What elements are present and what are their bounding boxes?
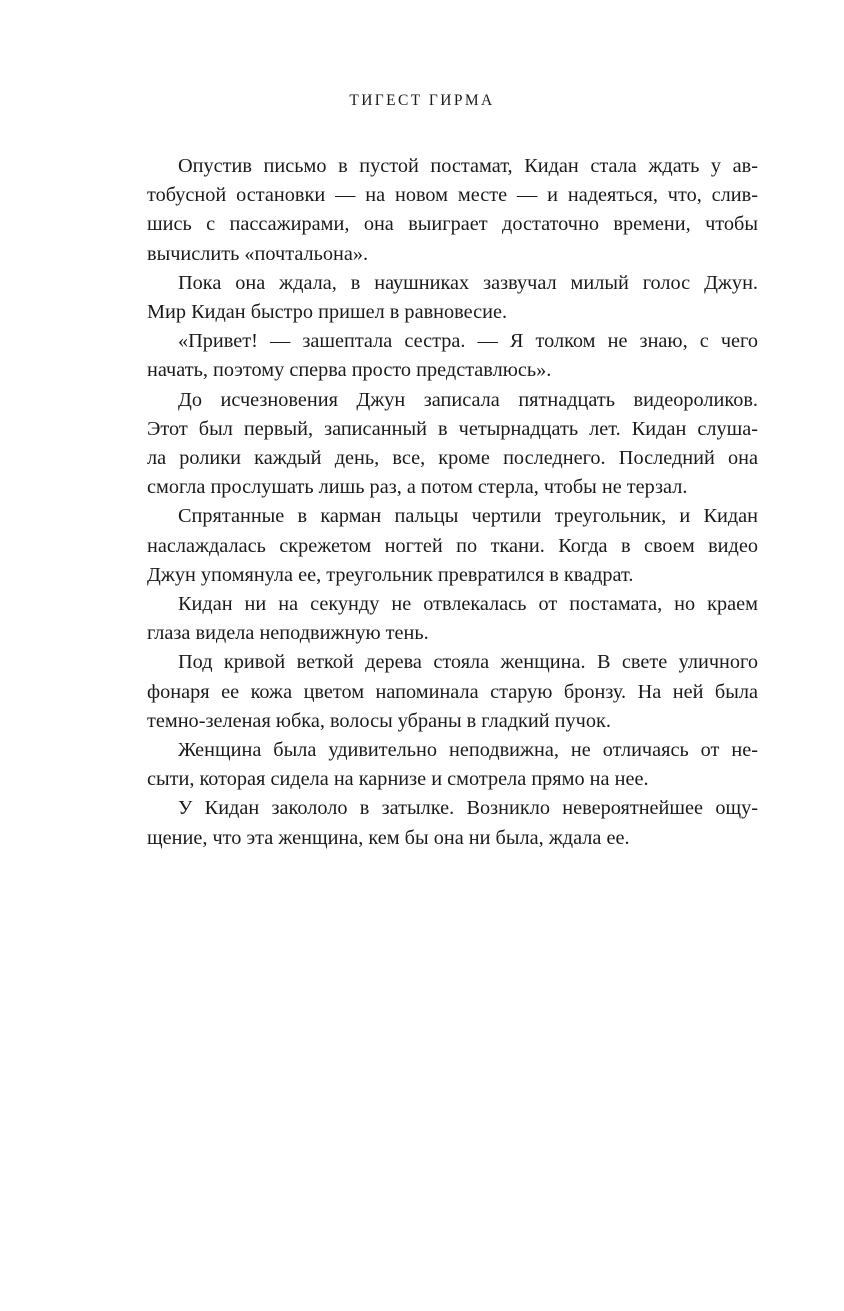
text-line: ла ролики каждый день, все, кроме последнего. Последний она: [147, 447, 758, 470]
text-line: тобусной остановки — на новом месте — и надеяться, что, слив-: [147, 184, 758, 207]
text-line: смогла прослушать лишь раз, а потом стерла, чтобы не терзал.: [147, 476, 688, 499]
text-line: темно-зеленая юбка, волосы убраны в гладкий пучок.: [147, 709, 611, 732]
paragraph: [147, 327, 758, 385]
text-line: Женщина была удивительно неподвижна, не отличаясь от не-: [178, 739, 758, 762]
text-line: Пока она ждала, в наушниках зазвучал милый голос Джун.: [178, 271, 758, 294]
text-line: Джун упомянула ее, треугольник превратился в квадрат.: [147, 563, 634, 586]
text-line: Этот был первый, записанный в четырнадцать лет. Кидан слуша-: [147, 417, 758, 440]
paragraph: [147, 736, 758, 794]
text-line: наслаждалась скрежетом ногтей по ткани. Когда в своем видео: [147, 534, 758, 557]
text-line: Спрятанные в карман пальцы чертили треугольник, и Кидан: [178, 505, 758, 528]
paragraph: [147, 502, 758, 590]
paragraph: [147, 386, 758, 503]
text-line: вычислить «почтальона».: [147, 242, 369, 265]
text-line: глаза видела неподвижную тень.: [147, 622, 429, 645]
text-line: фонаря ее кожа цветом напоминала старую бронзу. На ней была: [147, 680, 758, 703]
running-head: ТИГЕСТ ГИРМА: [349, 92, 495, 109]
text-line: щение, что эта женщина, кем бы она ни была, ждала ее.: [147, 826, 630, 849]
paragraph: [147, 152, 758, 269]
text-line: сыти, которая сидела на карнизе и смотрела прямо на нее.: [147, 768, 649, 791]
text-line: У Кидан закололо в затылке. Возникло невероятнейшее ощу-: [178, 797, 758, 820]
text-line: Кидан ни на секунду не отвлекалась от постамата, но краем: [178, 593, 758, 616]
text-line: «Привет! — зашептала сестра. — Я толком не знаю, с чего: [178, 330, 758, 353]
paragraph: [147, 794, 758, 852]
text-line: начать, поэтому сперва просто представлюсь».: [147, 359, 552, 382]
paragraph: [147, 648, 758, 736]
text-line: Под кривой веткой дерева стояла женщина. В свете уличного: [178, 651, 758, 674]
paragraph: [147, 269, 758, 327]
text-line: До исчезновения Джун записала пятнадцать видеороликов.: [178, 388, 758, 411]
text-line: Опустив письмо в пустой постамат, Кидан стала ждать у ав-: [178, 155, 758, 177]
text-line: Мир Кидан быстро пришел в равновесие.: [147, 301, 508, 324]
text-line: шись с пассажирами, она выиграет достаточно времени, чтобы: [147, 213, 758, 236]
paragraph: [147, 590, 758, 648]
body-text: [147, 152, 758, 853]
